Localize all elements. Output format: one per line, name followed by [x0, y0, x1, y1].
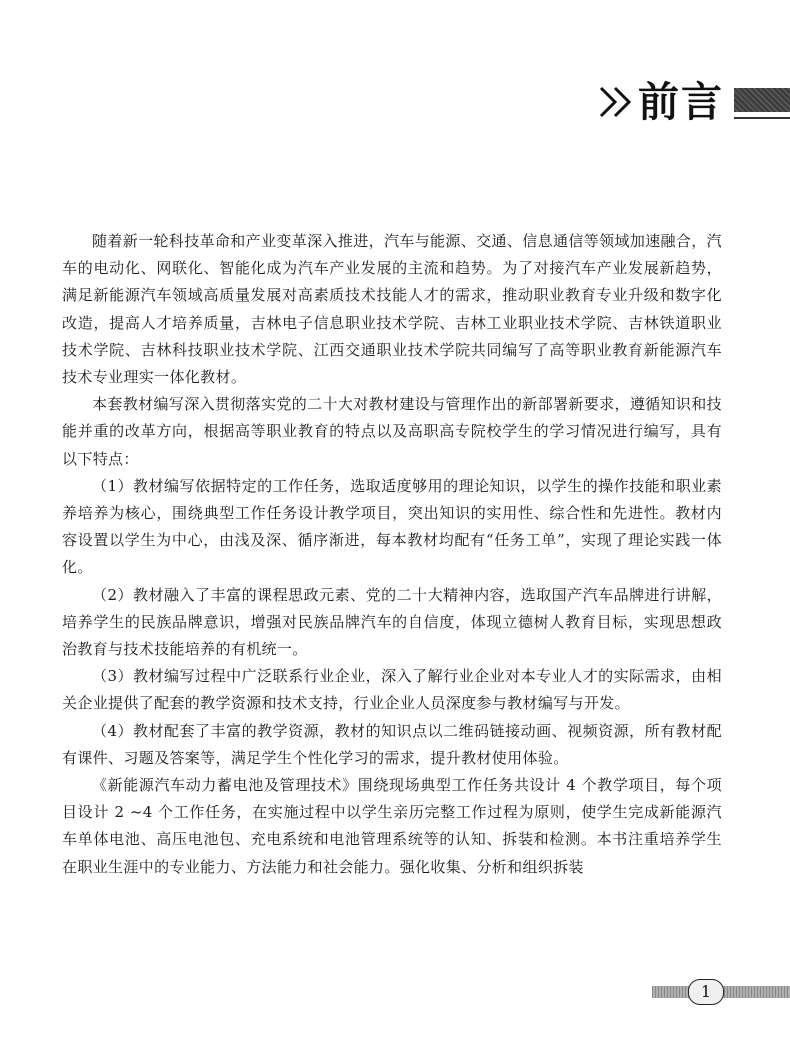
- paragraph-feature-4: （4）教材配套了丰富的教学资源，教材的知识点以二维码链接动画、视频资源，所有教材配有课件、习题及答案等，满足学生个性化学习的需求，提升教材使用体验。: [62, 721, 722, 767]
- preface-body: [62, 228, 722, 881]
- paragraph-feature-3: （3）教材编写过程中广泛联系行业企业，深入了解行业企业对本专业人才的实际需求，由相关企业提供了配套的教学资源和技术支持，行业企业人员深度参与教材编写与开发。: [62, 667, 722, 713]
- paragraph-features-lead: 本套教材编写深入贯彻落实党的二十大对教材建设与管理作出的新部署新要求，遵循知识和技能并重的改革方向，根据高等职业教育的特点以及高职高专院校学生的学习情况进行编写，具有以下特点：: [62, 395, 722, 468]
- double-chevron-right-icon: [598, 84, 638, 120]
- chapter-header: [598, 74, 790, 134]
- paragraph-feature-1: （1）教材编写依据特定的工作任务，选取适度够用的理论知识，以学生的操作技能和职业素养培养为核心，围绕典型工作任务设计教学项目，突出知识的实用性、综合性和先进性。教材内容设置以学生为中心，由浅及深、循序渐进，每本教材均配有“任务工单”，实现了理论实践一体化。: [62, 476, 722, 577]
- paragraph-intro: 随着新一轮科技革命和产业变革深入推进，汽车与能源、交通、信息通信等领域加速融合，汽车的电动化、网联化、智能化成为汽车产业发展的主流和趋势。为了对接汽车产业发展新趋势，满足新能源汽车领域高质量发展对高素质技术技能人才的需求，推动职业教育专业升级和数字化改造，提高人才培养质量，吉林电子信息职业技术学院、吉林工业职业技术学院、吉林铁道职业技术学院、吉林科技职业技术学院、江西交通职业技术学院共同编写了高等职业教育新能源汽车技术专业理实一体化教材。: [62, 232, 722, 387]
- page-footer: [652, 978, 790, 1006]
- paragraph-feature-2: （2）教材融入了丰富的课程思政元素、党的二十大精神内容，选取国产汽车品牌进行讲解，培养学生的民族品牌意识，增强对民族品牌汽车的自信度，体现立德树人教育目标，实现思想政治教育与技术技能培养的有机统一。: [62, 585, 722, 659]
- header-decorative-bar: [734, 88, 790, 112]
- header-rule: [734, 117, 790, 119]
- paragraph-book-overview: 《新能源汽车动力蓄电池及管理技术》围绕现场典型工作任务共设计 4 个教学项目，每个项目设计 2 ~4 个工作任务，在实施过程中以学生亲历完整工作过程为原则，使学生完成新能源汽车单体电池、高压电池包、充电系统和电池管理系统等的认知、拆装和检测。本书注重培养学生在职业生涯中的专业能力、方法能力和社会能力。强化收集、分析和组织拆装: [62, 776, 722, 876]
- page-number: 1: [688, 979, 724, 1005]
- page-title: 前言: [638, 78, 724, 126]
